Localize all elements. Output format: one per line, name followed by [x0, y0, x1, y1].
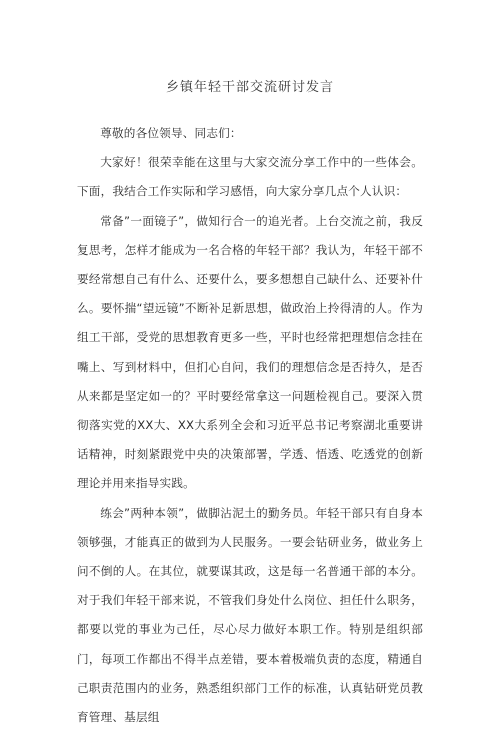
document-title: 乡镇年轻干部交流研讨发言: [165, 80, 334, 95]
paragraph-skills: 练会”两种本领”，做脚沾泥土的勤务员。年轻干部只有自身本领够强，才能真正的做到为人民服务。一要会钻研业务，做业务上问不倒的人。在其位，就要谋其政，这是每一名普通干部的本分。对于我们年轻干部来说，不管我们身处什么岗位、担任什么职务，都要以党的事业为己任，尽心尽力做好本职工作。特别是组织部门，每项工作都出不得半点差错，要本着极端负责的态度，精通自己职责范围内的业务，熟悉组织部门工作的标准，认真钻研党员教育管理、基层组: [77, 505, 423, 725]
document-body: [77, 119, 423, 732]
paragraph-greeting: 大家好！很荣幸能在这里与大家交流分享工作中的一些体会。下面，我结合工作实际和学习感悟，向大家分享几点个人认识：: [77, 155, 423, 199]
salutation: 尊敬的各位领导、同志们：: [100, 126, 242, 140]
paragraph-mirror: 常备”一面镜子”，做知行合一的追光者。上台交流之前，我反复思考，怎样才能成为一名合格的年轻干部？我认为，年轻干部不要经常想自己有什么、还要什么，要多想想自己缺什么、还要补什么。要怀揣“望远镜”不断补足新思想，做政治上拎得清的人。作为组工干部，受党的思想教育更多一些，平时也经常把理想信念挂在嘴上、写到材料中，但扪心自问，我们的理想信念是否持久，是否从来都是坚定如一的？平时要经常拿这一问题检视自己。要深入贯彻落实党的XX大、XX大系列全会和习近平总书记考察湖北重要讲话精神，时刻紧跟党中央的决策部署，学透、悟透、吃透党的创新理论并用来指导实践。: [77, 213, 423, 491]
